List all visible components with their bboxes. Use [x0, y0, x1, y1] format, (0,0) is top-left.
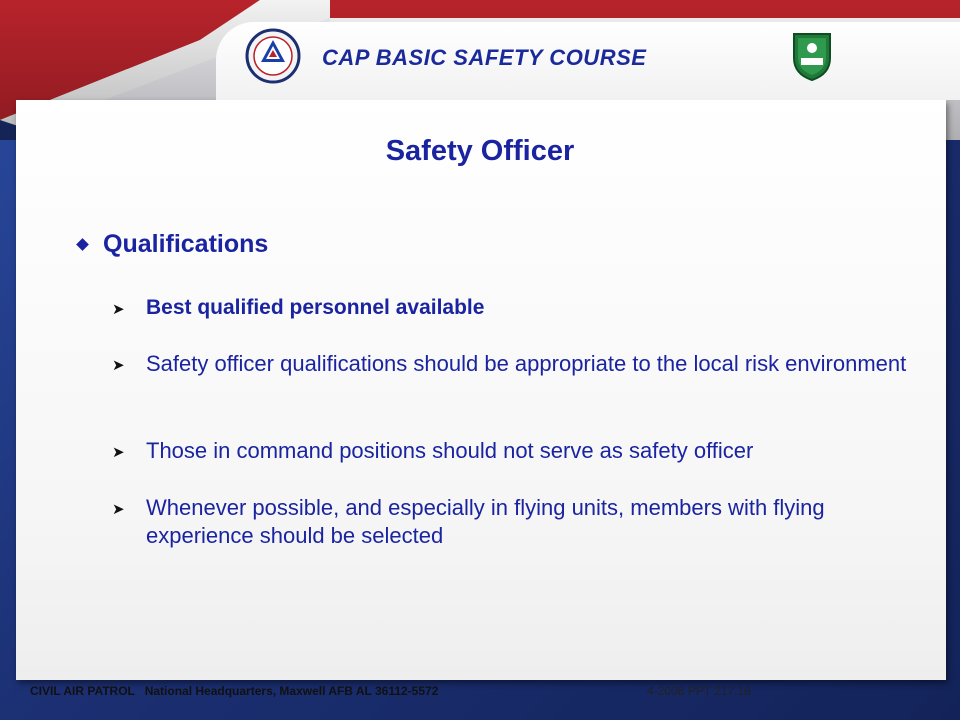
arrowhead-bullet-icon: ➤ — [112, 444, 125, 461]
arrowhead-bullet-icon: ➤ — [112, 357, 125, 374]
sub-bullet-text: Those in command positions should not serve as safety officer — [146, 438, 754, 463]
footer-address-text: National Headquarters, Maxwell AFB AL 36112-5572 — [144, 684, 439, 698]
footer-address — [30, 684, 438, 698]
diamond-bullet-icon — [76, 238, 89, 251]
main-bullet-label: Qualifications — [103, 230, 269, 258]
sub-bullet-text: Safety officer qualifications should be appropriate to the local risk environment — [146, 351, 907, 376]
sub-bullet — [112, 294, 922, 322]
arrowhead-bullet-icon: ➤ — [112, 501, 125, 518]
footer-org: CIVIL AIR PATROL — [30, 684, 135, 698]
civil-air-patrol-logo — [245, 28, 301, 84]
sub-bullet-text: Best qualified personnel available — [146, 296, 485, 319]
sub-bullet — [112, 437, 922, 465]
course-title: CAP BASIC SAFETY COURSE — [322, 45, 647, 70]
footer-doc-ref: 4-2008 PPT 217.18 — [647, 684, 751, 698]
safety-shield-logo — [790, 30, 834, 82]
slide-title: Safety Officer — [385, 135, 575, 167]
sub-bullet-text: Whenever possible, and especially in flying units, members with flying experience should be selected — [146, 495, 825, 548]
sub-bullet — [112, 494, 922, 550]
content-card — [16, 100, 946, 680]
sub-bullet — [112, 350, 922, 378]
arrowhead-bullet-icon: ➤ — [112, 301, 125, 318]
main-bullet — [78, 230, 268, 259]
